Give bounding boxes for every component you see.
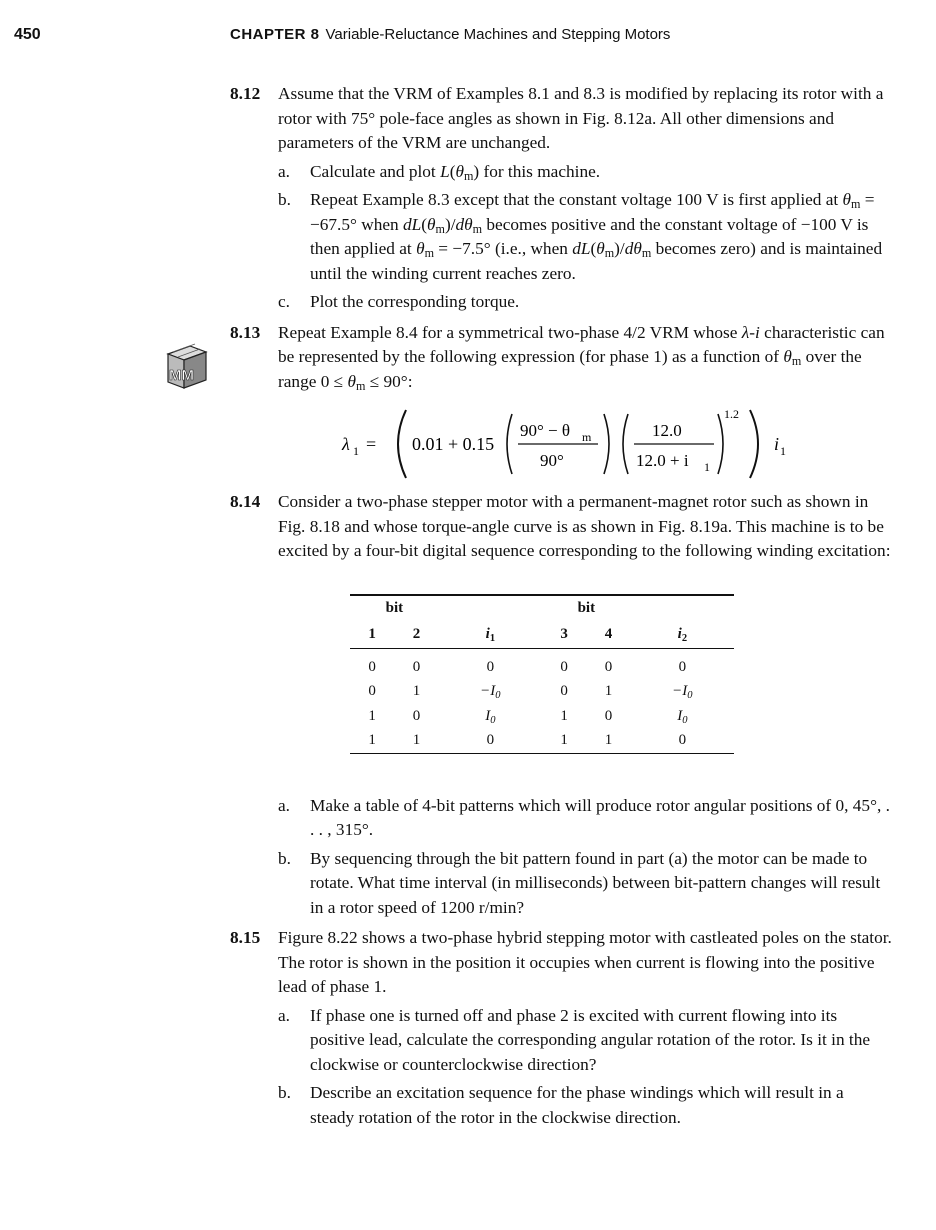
problem-intro: Consider a two-phase stepper motor with a permanent-magnet rotor such as shown in Fig. 8.18 and whose torque-angle curve is as shown in Fig. 8.19a. This machine is to be excited by a four-bit digital sequence corresponding to the following winding excitation: xyxy=(278,492,891,560)
problem-text: ≤ 90°: xyxy=(365,371,413,391)
problem-text: characteristic can be represented by the following expression (for phase 1) as a function of xyxy=(278,322,885,366)
problem-intro: Figure 8.22 shows a two-phase hybrid stepping motor with castleated poles on the stator. The rotor is shown in the position it occupies when current is flowing into the positive lead of phase 1. xyxy=(278,928,892,996)
eq-lhs: λ xyxy=(342,434,350,454)
table-col-header: 1 xyxy=(350,622,394,649)
table-col-header: 2 xyxy=(394,622,438,649)
part-text: Make a table of 4-bit patterns which will produce rotor angular positions of 0, 45°, . . . , 315°. xyxy=(310,795,890,839)
part-text: Plot the corresponding torque. xyxy=(310,292,520,311)
part-b xyxy=(278,847,892,921)
problem-text: over the range 0 ≤ xyxy=(278,347,862,391)
part-a xyxy=(278,1004,892,1078)
part-b: b. Repeat Example 8.3 except that the constant voltage 100 V is first applied at $\theta_m = -67.5^\circ$ when $dL(\theta_m)/d\theta_m$ becomes positive and the constant voltage of −100 V is then applied at $\theta_m = -7.5^\circ$ (i.e., when $dL(\theta_m)/d\theta_m$ becomes zero) and is maintained until the winding current reaches zero. xyxy=(278,190,883,283)
eq-exponent: 1.2 xyxy=(724,407,739,421)
problem-8-14 xyxy=(230,490,892,564)
equation-lambda xyxy=(230,404,892,482)
part-a xyxy=(278,794,892,843)
part-c xyxy=(278,290,892,315)
eq-denominator: 90° xyxy=(540,451,564,470)
matlab-cube-icon xyxy=(164,340,210,392)
part-text: Describe an excitation sequence for the phase windings which will result in a steady rotation of the rotor in the clockwise direction. xyxy=(310,1083,844,1127)
part-text: By sequencing through the bit pattern found in part (a) the motor can be made to rotate. What time interval (in milliseconds) between bit-pattern changes will result in a rotor speed of 1200 r/min? xyxy=(310,848,881,917)
problem-number: 8.15 xyxy=(230,928,261,947)
part-label: b. xyxy=(278,848,291,868)
page-header xyxy=(0,26,936,50)
excitation-table xyxy=(350,594,734,754)
eq-rhs: i xyxy=(774,434,780,454)
eq-numerator-sub: m xyxy=(582,430,592,444)
problem-8-13 xyxy=(230,321,892,395)
table-col-header: 4 xyxy=(586,622,630,649)
chapter-heading xyxy=(230,26,670,43)
table-group-header: bit xyxy=(577,600,596,617)
part-label: a. xyxy=(278,795,290,815)
part-label: a. xyxy=(278,161,290,181)
problem-8-12 xyxy=(230,82,892,315)
eq-numerator2: 12.0 xyxy=(652,421,682,440)
page-content xyxy=(230,82,892,1136)
table-row: 0 0 0 0 0 0 xyxy=(368,658,687,675)
table-col-header: $i_1$ xyxy=(439,622,542,649)
problem-number: 8.14 xyxy=(230,492,261,511)
problem-intro: Assume that the VRM of Examples 8.1 and 8.3 is modified by replacing its rotor with a rotor with 75° pole-face angles as shown in Fig. 8.12a. All other dimensions and parameters of the VRM are unchanged. xyxy=(278,84,884,152)
problem-number: 8.12 xyxy=(230,84,261,103)
part-text: If phase one is turned off and phase 2 is excited with current flowing into its positive lead, calculate the corresponding angular rotation of the rotor. Is it in the clockwise or counterclockwise direction? xyxy=(310,1005,871,1074)
eq-lhs-sub: 1 xyxy=(353,444,359,458)
eq-equals: = xyxy=(366,434,377,454)
part-text: Calculate and plot xyxy=(310,161,441,181)
chapter-title: Variable-Reluctance Machines and Stepping Motors xyxy=(325,26,671,43)
table-col-header: 3 xyxy=(542,622,586,649)
part-text: becomes zero) and is maintained until the winding current reaches zero. xyxy=(310,239,883,283)
table-row: 1 1 0 1 1 0 xyxy=(350,728,734,753)
icon-letters: MM xyxy=(169,367,194,384)
part-text: = −7.5° (i.e., when xyxy=(433,239,573,258)
part-a: a. Calculate and plot $L(\theta_m)$ for this machine. xyxy=(278,161,601,183)
part-label: b. xyxy=(278,190,291,209)
eq-denominator2: 12.0 + i xyxy=(636,451,689,470)
table-row: 0 1 $-I_0$ 0 1 $-I_0$ xyxy=(368,683,693,701)
eq-numerator: 90° − θ xyxy=(520,421,571,440)
chapter-label: CHAPTER 8 xyxy=(230,26,320,43)
part-label: c. xyxy=(278,292,290,311)
part-text: for this machine. xyxy=(479,161,601,181)
problem-text: Repeat Example 8.4 for a symmetrical two-phase 4/2 VRM whose xyxy=(278,322,742,342)
part-label: a. xyxy=(278,1005,290,1025)
table-row: 1 0 $I_0$ 1 0 $I_0$ xyxy=(368,707,688,726)
eq-constant: 0.01 + 0.15 xyxy=(412,434,495,454)
eq-rhs-sub: 1 xyxy=(780,444,786,458)
table-col-header: $i_2$ xyxy=(631,622,734,649)
part-b xyxy=(278,1081,892,1130)
part-text: Repeat Example 8.3 except that the constant voltage 100 V is first applied at xyxy=(310,190,843,209)
part-text: = −67.5° when xyxy=(310,190,875,234)
problem-number: 8.13 xyxy=(230,322,261,342)
problem-8-14-parts xyxy=(230,794,892,921)
part-text: becomes positive and the constant voltage of −100 V is then applied at xyxy=(310,214,869,258)
eq-denominator2-sub: 1 xyxy=(704,460,710,474)
part-label: b. xyxy=(278,1083,291,1102)
problem-intro: Repeat Example 8.4 for a symmetrical two-phase 4/2 VRM whose λ-i characteristic can be represented by the following expression (for phase 1) as a function of $\theta_m$ over the range $0 \le \theta_m \le 90^\circ$: xyxy=(278,322,885,393)
table-group-header: bit xyxy=(385,600,404,617)
problem-8-15 xyxy=(230,926,892,1130)
page-number: 450 xyxy=(14,26,41,43)
